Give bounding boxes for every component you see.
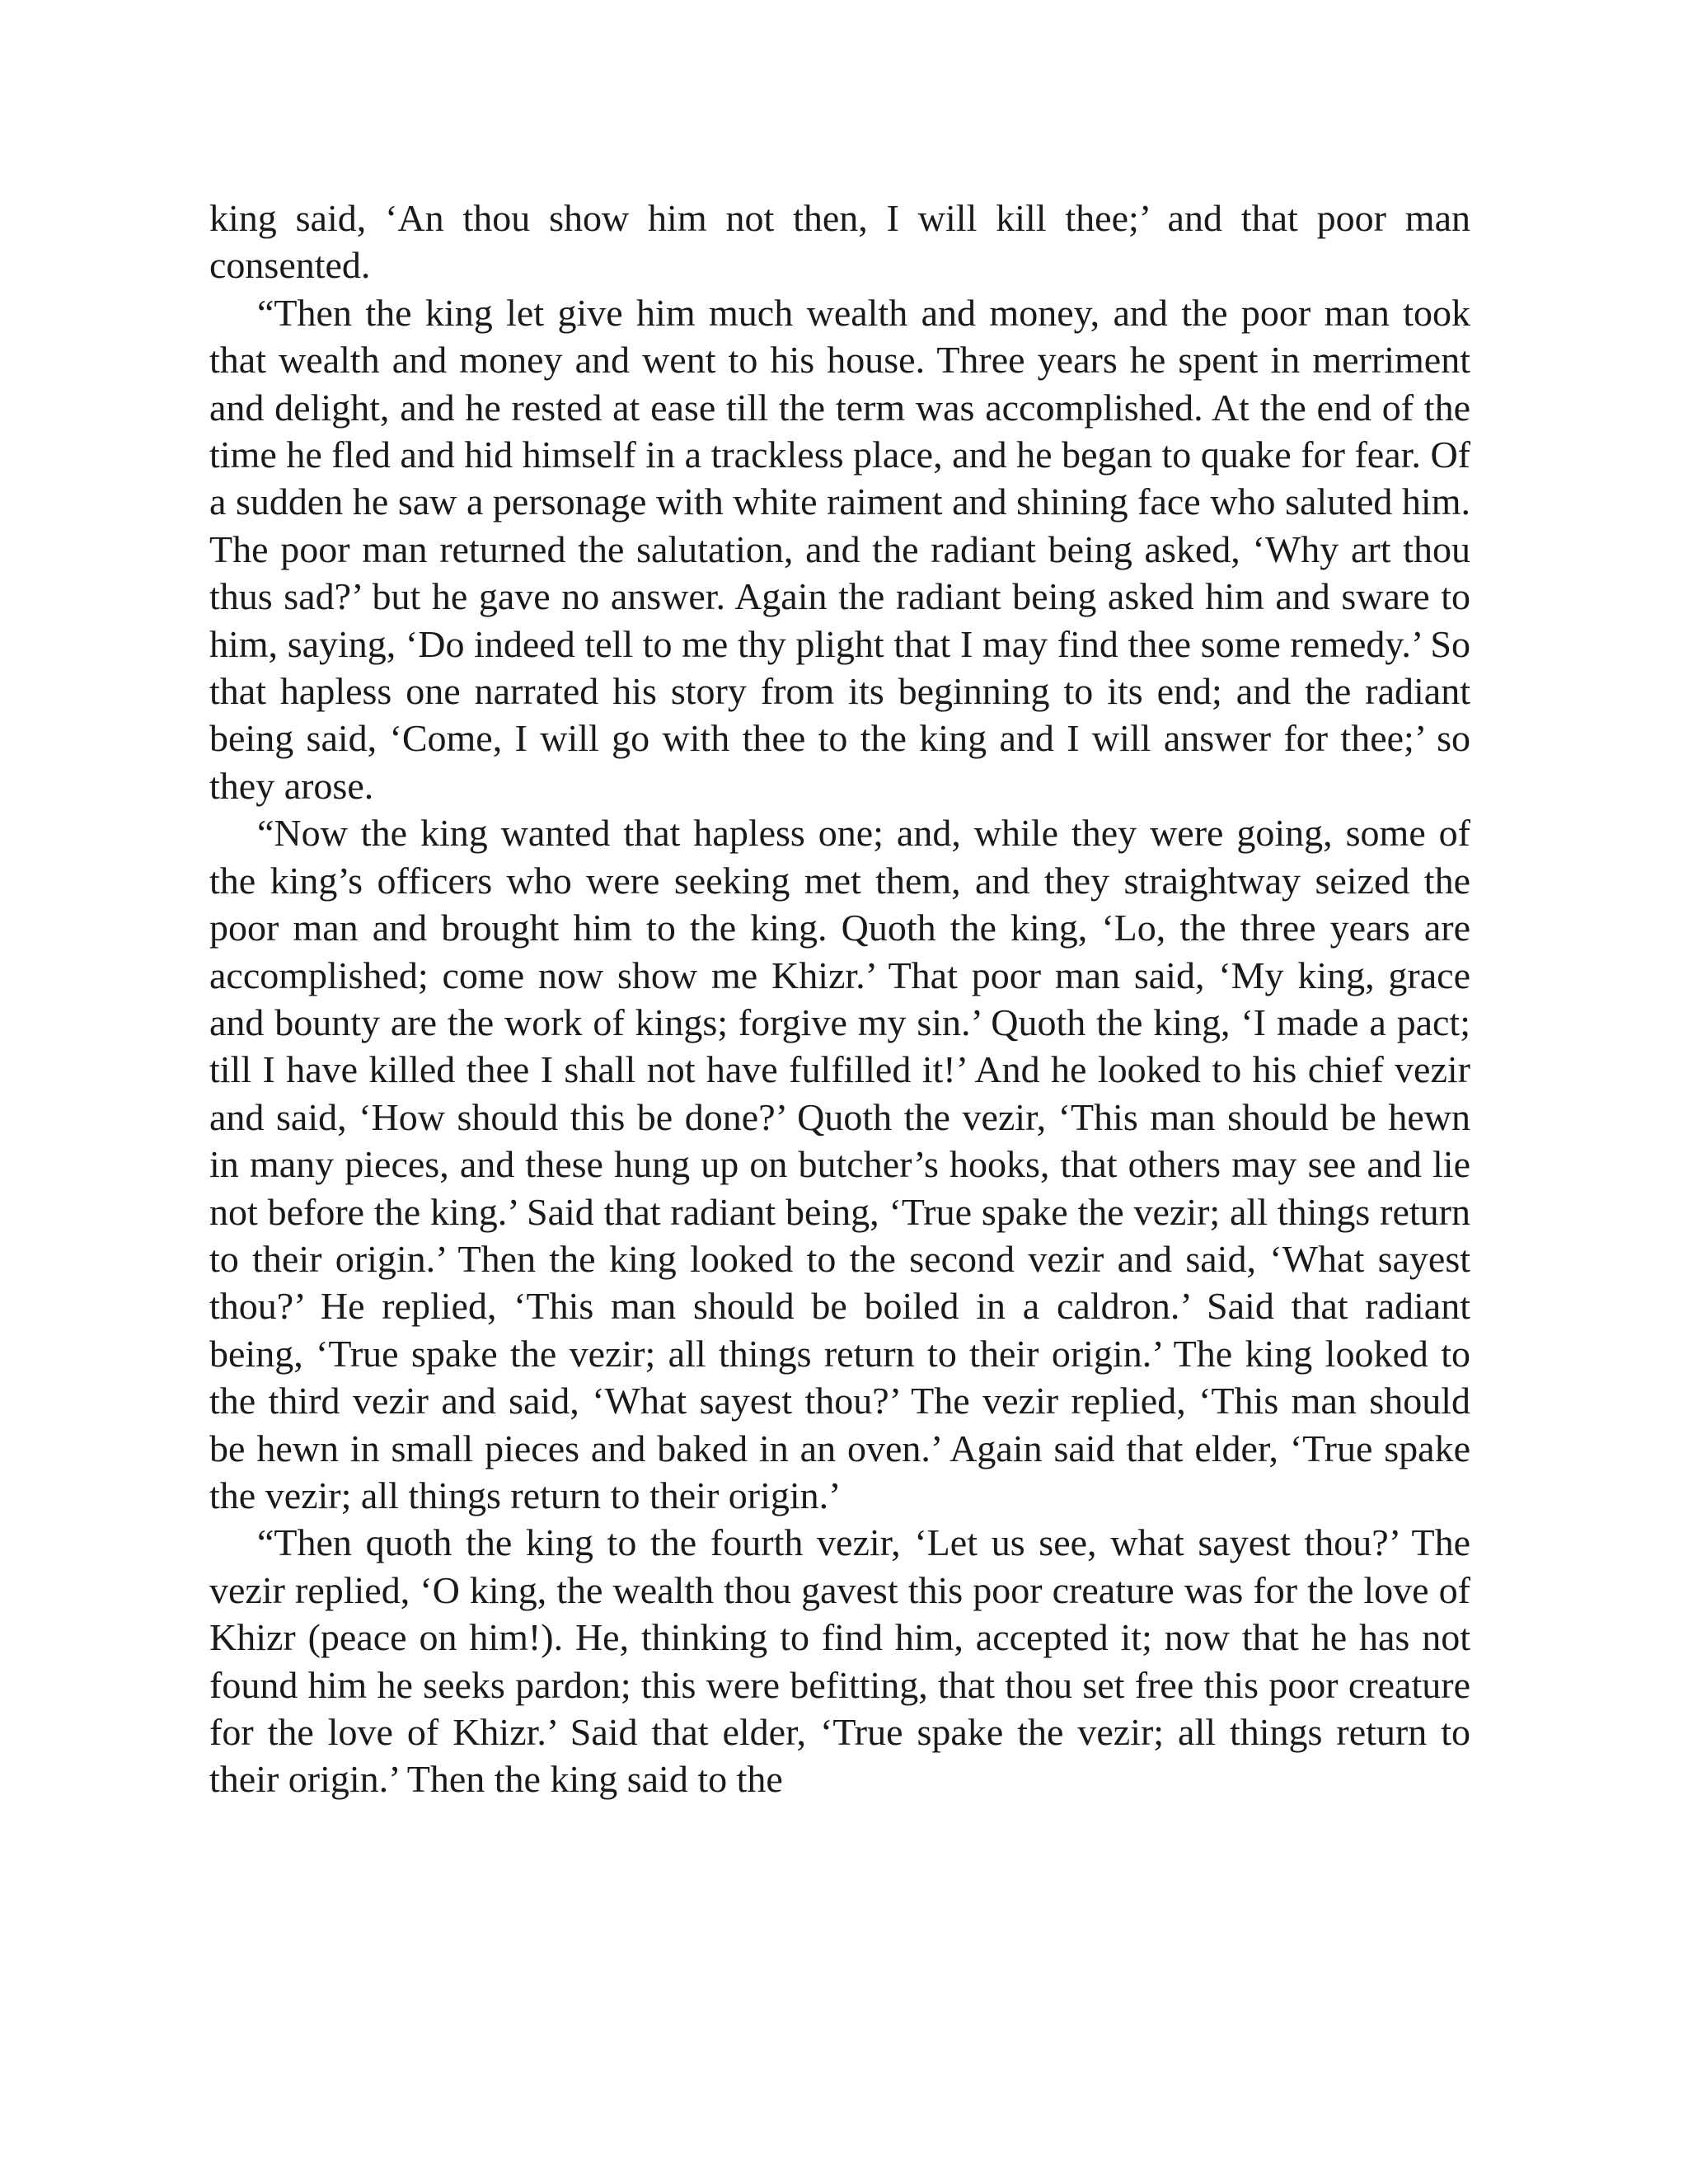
paragraph-4: “Then quoth the king to the fourth vezir, ‘Let us see, what sayest thou?’ The vezir replied, ‘O king, the wealth thou gavest this poor creature was for the love of Khizr (peace on him!). He, thinking to find him, accepted it; now that he has not found him he seeks pardon; this were befitting, that thou set free this poor creature for the love of Khizr.’ Said that elder, ‘True spake the vezir; all things return to their origin.’ Then the king said to the	[209, 1521, 1470, 1801]
paragraph-2: “Then the king let give him much wealth and money, and the poor man took that wealth and money and went to his house. Three years he spent in merriment and delight, and he rested at ease till the term was accomplished. At the end of the time he fled and hid himself in a trackless place, and he began to quake for fear. Of a sudden he saw a personage with white raiment and shining face who saluted him. The poor man returned the salutation, and the radiant being asked, ‘Why art thou thus sad?’ but he gave no answer. Again the radiant being asked him and sware to him, saying, ‘Do indeed tell to me thy plight that I may find thee some remedy.’ So that hapless one narrated his story from its beginning to its end; and the radiant being said, ‘Come, I will go with thee to the king and I will answer for thee;’ so they arose.	[209, 291, 1470, 807]
document-page	[209, 194, 1470, 1803]
paragraph-1: king said, ‘An thou show him not then, I will kill thee;’ and that poor man consented.	[209, 197, 1470, 287]
paragraph-3: “Now the king wanted that hapless one; and, while they were going, some of the king’s officers who were seeking met them, and they straightway seized the poor man and brought him to the king. Quoth the king, ‘Lo, the three years are accomplished; come now show me Khizr.’ That poor man said, ‘My king, grace and bounty are the work of kings; forgive my sin.’ Quoth the king, ‘I made a pact; till I have killed thee I shall not have fulfilled it!’ And he looked to his chief vezir and said, ‘How should this be done?’ Quoth the vezir, ‘This man should be hewn in many pieces, and these hung up on butcher’s hooks, that others may see and lie not before the king.’ Said that radiant being, ‘True spake the vezir; all things return to their origin.’ Then the king looked to the second vezir and said, ‘What sayest thou?’ He replied, ‘This man should be boiled in a caldron.’ Said that radiant being, ‘True spake the vezir; all things return to their origin.’ The king looked to the third vezir and said, ‘What sayest thou?’ The vezir replied, ‘This man should be hewn in small pieces and baked in an oven.’ Again said that elder, ‘True spake the vezir; all things return to their origin.’	[209, 812, 1470, 1516]
